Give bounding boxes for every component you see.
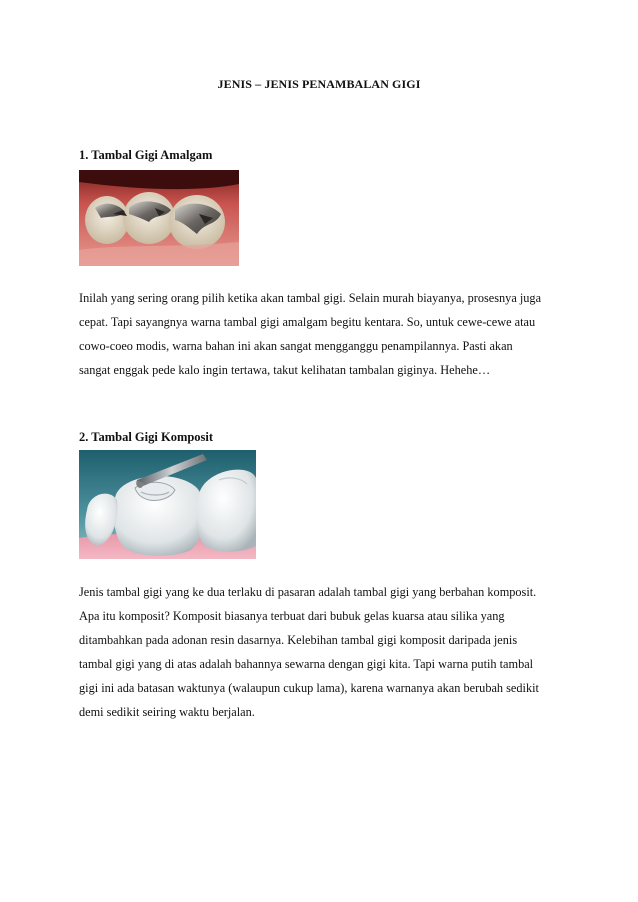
composite-filling-illustration xyxy=(79,450,256,559)
amalgam-filled-molars-photo xyxy=(79,170,239,266)
paragraph-line: ditambahkan pada adonan resin dasarnya. Kelebihan tambal gigi komposit daripada jenis xyxy=(79,633,518,647)
section-heading-komposit: 2. Tambal Gigi Komposit xyxy=(79,430,214,444)
paragraph-line: Apa itu komposit? Komposit biasanya terbuat dari bubuk gelas kuarsa atau silika yang xyxy=(79,609,505,623)
paragraph-line: cepat. Tapi sayangnya warna tambal gigi amalgam begitu kentara. So, untuk cewe-cewe atau xyxy=(79,315,536,329)
paragraph-line: sangat enggak pede kalo ingin tertawa, takut kelihatan tambalan giginya. Hehehe… xyxy=(79,363,491,377)
paragraph-line: cowo-coeo modis, warna bahan ini akan sangat mengganggu penampilannya. Pasti akan xyxy=(79,339,513,353)
paragraph-line: Jenis tambal gigi yang ke dua terlaku di pasaran adalah tambal gigi yang berbahan komposit. xyxy=(79,585,537,599)
paragraph-line: demi sedikit seiring waktu berjalan. xyxy=(79,705,255,719)
page-title: JENIS – JENIS PENAMBALAN GIGI xyxy=(217,77,421,91)
section-paragraph-komposit xyxy=(79,580,569,724)
section-heading-amalgam: 1. Tambal Gigi Amalgam xyxy=(79,148,213,162)
paragraph-line: gigi ini ada batasan waktunya (walaupun cukup lama), karena warnanya akan berubah sedikit xyxy=(79,681,539,695)
paragraph-line: Inilah yang sering orang pilih ketika akan tambal gigi. Selain murah biayanya, prosesnya juga xyxy=(79,291,542,305)
section-paragraph-amalgam xyxy=(79,286,569,382)
paragraph-line: tambal gigi yang di atas adalah bahannya sewarna dengan gigi kita. Tapi warna putih tambal xyxy=(79,657,534,671)
